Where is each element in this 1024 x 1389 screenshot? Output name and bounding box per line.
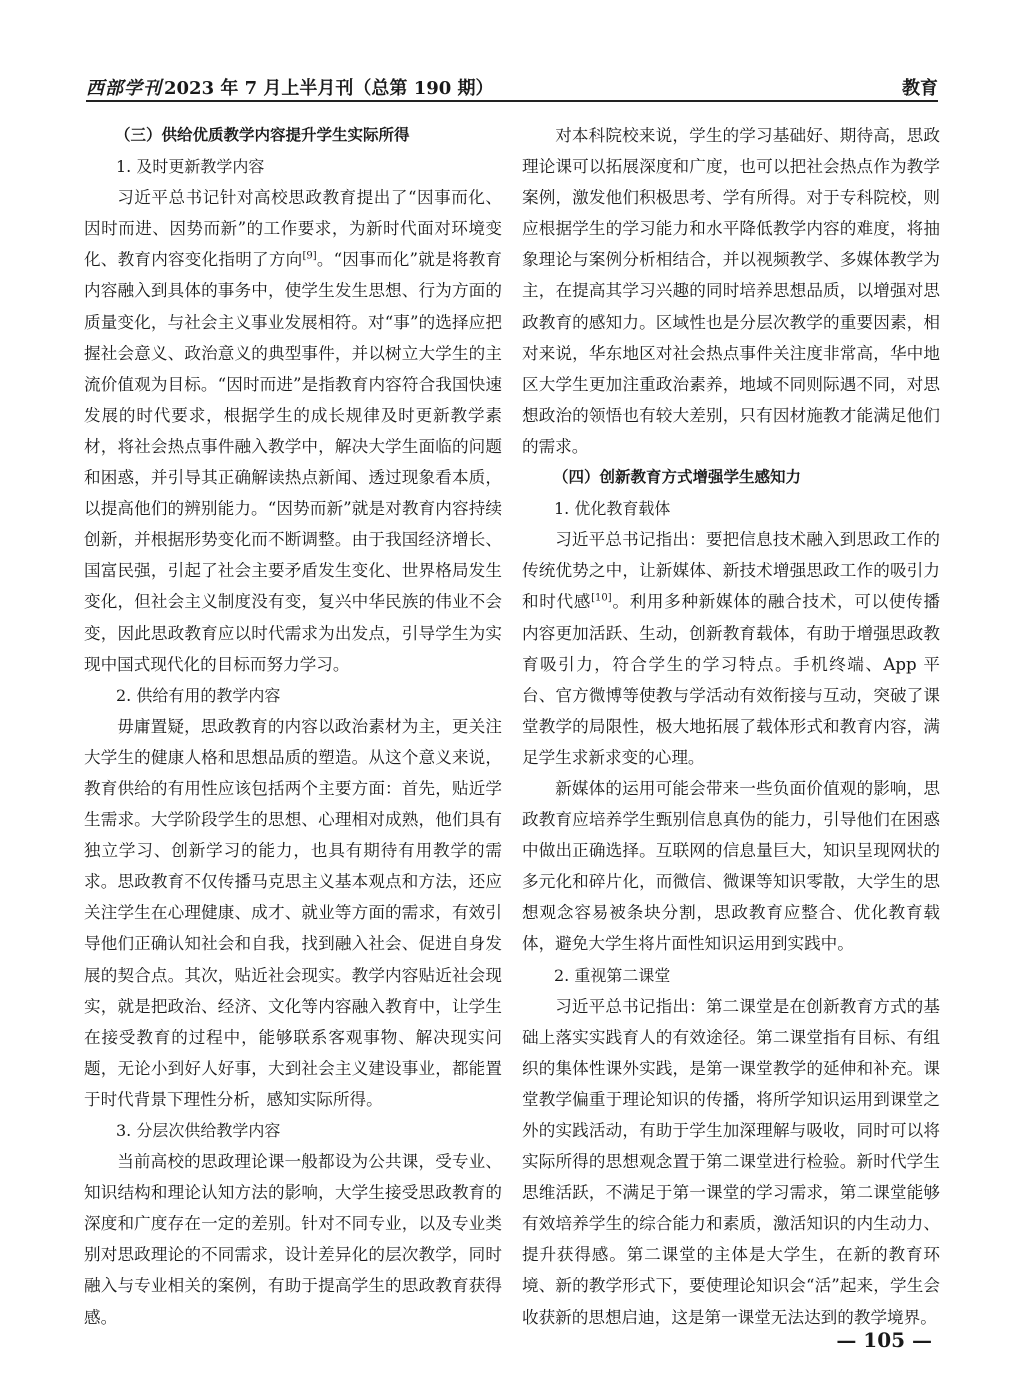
subsection-heading: 2. 重视第二课堂 — [554, 965, 671, 985]
subsection-heading: 2. 供给有用的教学内容 — [116, 685, 281, 705]
journal-info — [86, 74, 494, 100]
paragraph — [84, 182, 502, 680]
subsection-heading: 1. 及时更新教学内容 — [116, 157, 265, 177]
citation-ref: [9] — [302, 250, 317, 262]
issue-info: 2023 年 7 月上半月刊（总第 190 期） — [164, 78, 494, 99]
citation-ref: [10] — [591, 592, 612, 604]
paragraph — [522, 524, 940, 773]
page-number: — 105 — — [836, 1328, 932, 1352]
running-header — [86, 70, 938, 102]
paragraph-text: 。利用多种新媒体的融合技术，可以使传播内容更加活跃、生动，创新教育载体，有助于增强思政教育吸引力，符合学生的学习特点。手机终端、App 平台、官方微博等使教与学活动有效衔接与互动，突破了课堂教学的局限性，极大地拓展了载体形式和教育内容，满足学生求新求变的心理。 — [522, 592, 940, 767]
right-column — [522, 120, 940, 1333]
paragraph: 新媒体的运用可能会带来一些负面价值观的影响，思政教育应培养学生甄别信息真伪的能力，引导他们在困惑中做出正确选择。互联网的信息量巨大，知识呈现网状的多元化和碎片化，而微信、微课等知识零散，大学生的思想观念容易被条块分割，思政教育应整合、优化教育载体，避免大学生将片面性知识运用到实践中。 — [522, 778, 940, 954]
paragraph-text: 习近平总书记针对高校思政教育提出了“因事而化、因时而进、因势而新”的工作要求，为新时代面对环境变化、教育内容变化指明了方向 — [84, 188, 502, 270]
section-label: 教育 — [902, 78, 938, 99]
section-heading: （四）创新教育方式增强学生感知力 — [553, 468, 802, 487]
subsection-heading: 3. 分层次供给教学内容 — [116, 1121, 281, 1140]
header-divider — [86, 100, 938, 102]
paragraph-text: 习近平总书记指出：要把信息技术融入到思政工作的传统优势之中，让新媒体、新技术增强思政工作的吸引力和时代感 — [522, 530, 940, 612]
section-heading: （三）供给优质教学内容提升学生实际所得 — [115, 126, 410, 144]
left-column — [84, 120, 502, 1333]
paragraph-text: 。“因事而化”就是将教育内容融入到具体的事务中，使学生发生思想、行为方面的质量变化，与社会主义事业发展相符。对“事”的选择应把握社会意义、政治意义的典型事件，并以树立大学生的主流价值观为目标。“因时而进”是指教育内容符合我国快速发展的时代要求，根据学生的成长规律及时更新教学素材，将社会热点事件融入教学中，解决大学生面临的问题和困惑，并引导其正确解读热点新闻、透过现象看本质，以提高他们的辨别能力。“因势而新”就是对教育内容持续创新，并根据形势变化而不断调整。由于我国经济增长、国富民强，引起了社会主要矛盾发生变化、世界格局发生变化，但社会主义制度没有变，复兴中华民族的伟业不会变，因此思政教育应以时代需求为出发点，引导学生为实现中国式现代化的目标而努力学习。 — [84, 250, 503, 674]
paragraph: 习近平总书记指出：第二课堂是在创新教育方式的基础上落实实践育人的有效途径。第二课堂指有目标、有组织的集体性课外实践，是第一课堂教学的延伸和补充。课堂教学偏重于理论知识的传播，将所学知识运用到课堂之外的实践活动，有助于学生加深理解与吸收，同时可以将实际所得的思想观念置于第二课堂进行检验。新时代学生思维活跃，不满足于第一课堂的学习需求，第二课堂能够有效培养学生的综合能力和素质，激活知识的内生动力、提升获得感。第二课堂的主体是大学生，在新的教育环境、新的教学形式下，要使理论知识会“活”起来，学生会收获新的思想启迪，这是第一课堂无法达到的教学境界。 — [522, 996, 940, 1327]
subsection-heading: 1. 优化教育载体 — [554, 499, 671, 519]
paragraph: 当前高校的思政理论课一般都设为公共课，受专业、知识结构和理论认知方法的影响，大学生接受思政教育的深度和广度存在一定的差别。针对不同专业，以及专业类别对思政理论的不同需求，设计差异化的层次教学，同时融入与专业相关的案例，有助于提高学生的思政教育获得感。 — [84, 1152, 502, 1327]
paragraph: 对本科院校来说，学生的学习基础好、期待高，思政理论课可以拓展深度和广度，也可以把社会热点作为教学案例，激发他们积极思考、学有所得。对于专科院校，则应根据学生的学习能力和水平降低教学内容的难度，将抽象理论与案例分析相结合，并以视频教学、多媒体教学为主，在提高其学习兴趣的同时培养思想品质，以增强对思政教育的感知力。区域性也是分层次教学的重要因素，相对来说，华东地区对社会热点事件关注度非常高，华中地区大学生更加注重政治素养，地域不同则际遇不同，对思想政治的领悟也有较大差别，只有因材施教才能满足他们的需求。 — [522, 126, 940, 456]
paragraph: 毋庸置疑，思政教育的内容以政治素材为主，更关注大学生的健康人格和思想品质的塑造。从这个意义来说，教育供给的有用性应该包括两个主要方面：首先，贴近学生需求。大学阶段学生的思想、心理相对成熟，他们具有独立学习、创新学习的能力，也具有期待有用教学的需求。思政教育不仅传播马克思主义基本观点和方法，还应关注学生在心理健康、成才、就业等方面的需求，有效引导他们正确认知社会和自我，找到融入社会、促进自身发展的契合点。其次，贴近社会现实。教学内容贴近社会现实，就是把政治、经济、文化等内容融入教育中，让学生在接受教育的过程中，能够联系客观事物、解决现实问题，无论小到好人好事，大到社会主义建设事业，都能置于时代背景下理性分析，感知实际所得。 — [84, 716, 502, 1109]
journal-logo: 西部学刊 — [86, 78, 162, 99]
